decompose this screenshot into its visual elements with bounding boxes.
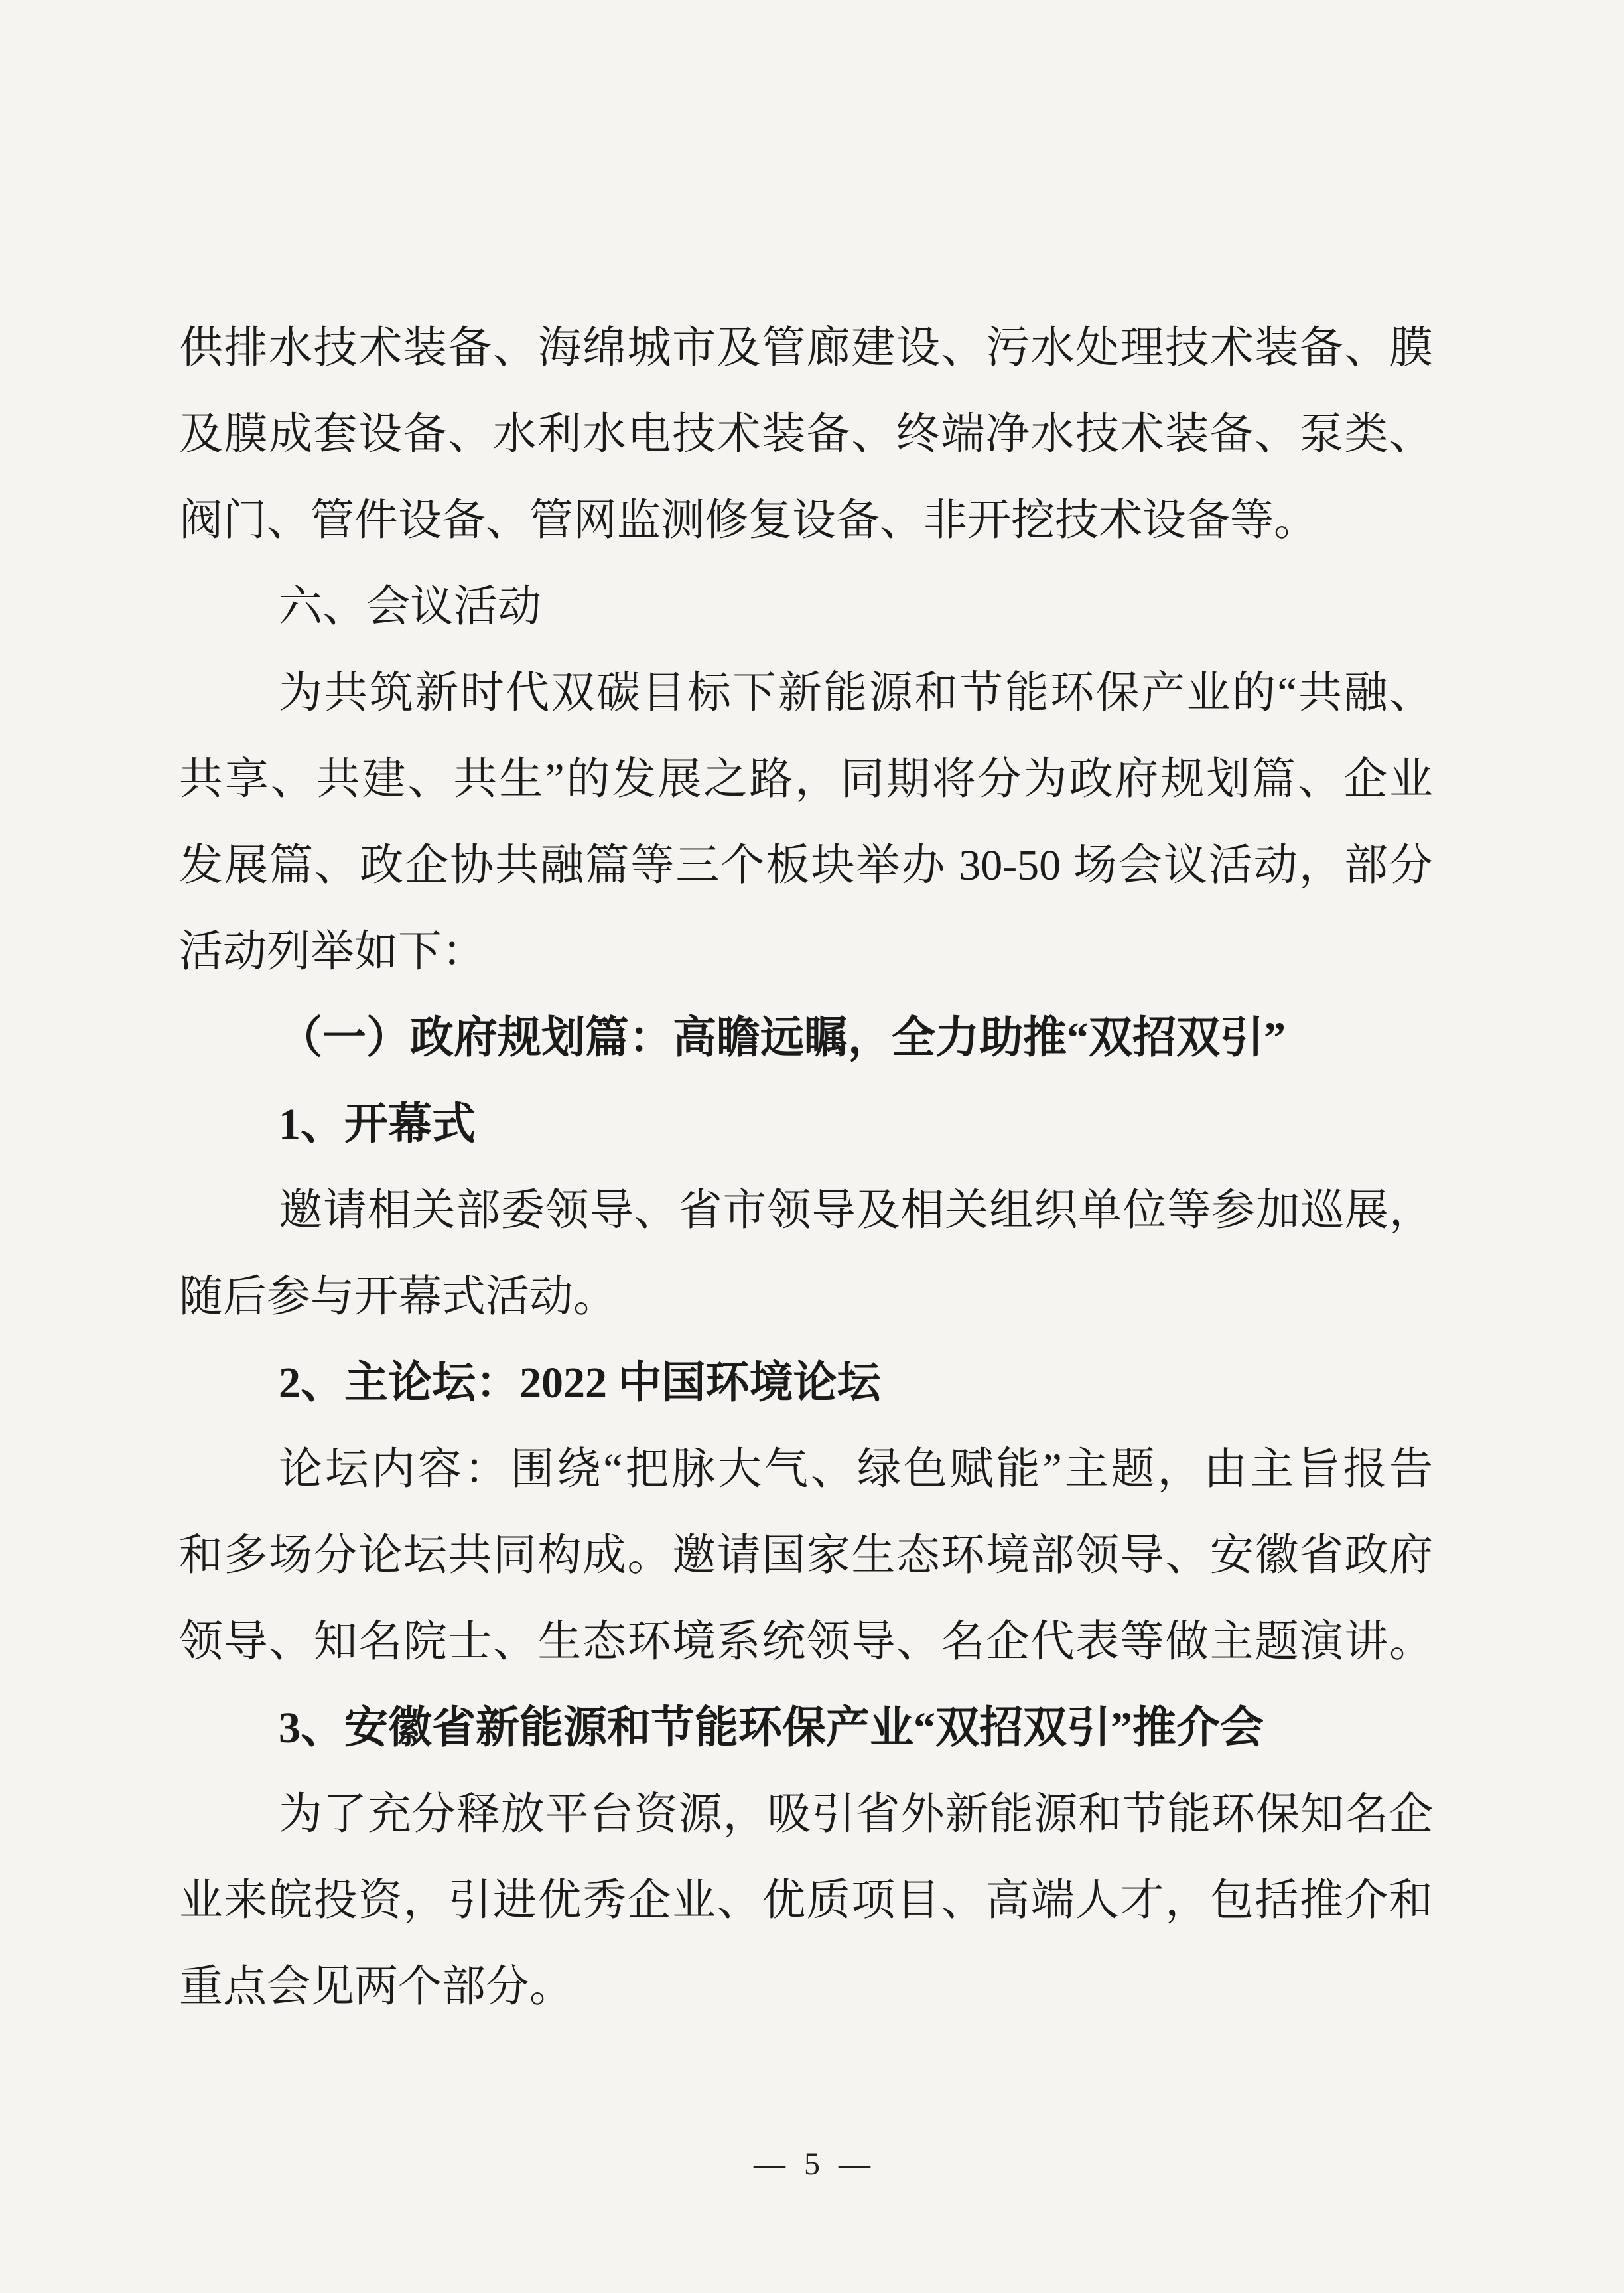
paragraph-line: 活动列举如下： — [179, 928, 486, 976]
heading-promotion-conference: 3、安徽省新能源和节能环保产业“双招双引”推介会 — [279, 1704, 1264, 1752]
paragraph-line: 为了充分释放平台资源，吸引省外新能源和节能环保知名企 — [279, 1790, 1433, 1839]
paragraph-line: 共享、共建、共生”的发展之路，同期将分为政府规划篇、企业 — [179, 755, 1433, 803]
page-number: — 5 — — [754, 2146, 870, 2182]
paragraph-line: 和多场分论坛共同构成。邀请国家生态环境部领导、安徽省政府 — [179, 1531, 1433, 1580]
document-body — [179, 305, 1433, 2030]
heading-main-forum: 2、主论坛：2022 中国环境论坛 — [279, 1359, 881, 1407]
paragraph-line: 为共筑新时代双碳目标下新能源和节能环保产业的“共融、 — [279, 669, 1433, 717]
heading-section-six: 六、会议活动 — [279, 583, 541, 631]
paragraph-line: 阀门、管件设备、管网监测修复设备、非开挖技术设备等。 — [179, 496, 1318, 545]
heading-opening-ceremony: 1、开幕式 — [279, 1100, 476, 1148]
paragraph-line: 发展篇、政企协共融篇等三个板块举办 30-50 场会议活动，部分 — [179, 841, 1433, 890]
paragraph-line: 业来皖投资，引进优秀企业、优质项目、高端人才，包括推介和 — [179, 1876, 1433, 1925]
paragraph-line: 重点会见两个部分。 — [179, 1963, 573, 2011]
paragraph-line: 领导、知名院士、生态环境系统领导、名企代表等做主题演讲。 — [179, 1618, 1433, 1666]
paragraph-line: 供排水技术装备、海绵城市及管廊建设、污水处理技术装备、膜 — [179, 324, 1433, 372]
paragraph-line: 论坛内容：围绕“把脉大气、绿色赋能”主题，由主旨报告 — [279, 1445, 1433, 1494]
paragraph-line: 及膜成套设备、水利水电技术装备、终端净水技术装备、泵类、 — [179, 410, 1433, 458]
paragraph-line: 邀请相关部委领导、省市领导及相关组织单位等参加巡展， — [279, 1186, 1433, 1235]
heading-gov-planning: （一）政府规划篇：高瞻远瞩，全力助推“双招双引” — [279, 1014, 1286, 1062]
paragraph-line: 随后参与开幕式活动。 — [179, 1273, 617, 1321]
